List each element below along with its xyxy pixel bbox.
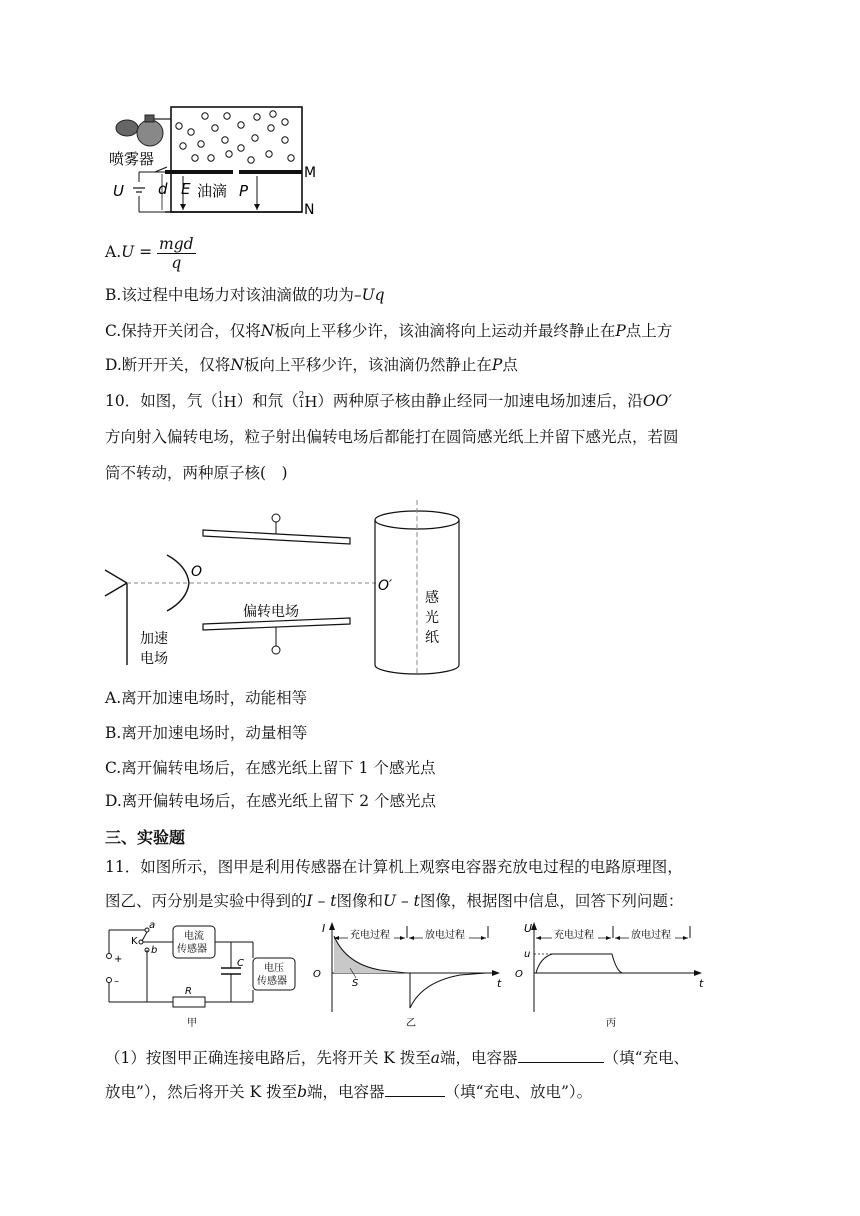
q9-option-b: B.该过程中电场力对该油滴做的功为–Uq	[105, 286, 385, 304]
q10-accel-label-1: 加速	[140, 631, 168, 647]
q9-e-label: E	[181, 180, 191, 198]
jia-voltage-sensor-2: 传感器	[257, 976, 287, 987]
jia-caption: 甲	[187, 1018, 197, 1029]
yi-discharge-curve	[410, 973, 486, 1008]
q10-stem-line1: 10．如图，氕（1 1H）和氘（2 1H）两种原子核由静止经同一加速电场加速后，沿OO′	[105, 391, 672, 411]
q10-figure	[105, 500, 485, 675]
bing-u-label: u	[524, 949, 531, 960]
yi-caption: 乙	[406, 1018, 416, 1029]
isotope-h2: 2 1H	[298, 391, 318, 411]
jia-c-label: C	[237, 958, 244, 969]
q10-option-a: A.离开加速电场时，动能相等	[105, 689, 308, 707]
q10-paper-label-2: 光	[425, 610, 439, 626]
yi-s-label: S	[352, 978, 359, 989]
bing-charge-label: 充电过程	[554, 930, 594, 941]
q9-option-c: C.保持开关闭合，仅将N板向上平移少许，该油滴将向上运动并最终静止在P点上方	[105, 322, 673, 340]
isotope-h1: 1 1H	[217, 391, 237, 411]
q11-part1-line1: （1）按图甲正确连接电路后，先将开关 K 拨至a端，电容器 （填“充电、	[105, 1049, 689, 1067]
jia-voltage-sensor-1: 电压	[264, 963, 284, 974]
q9-u-label: U	[113, 182, 124, 200]
q9-m-label: M	[304, 165, 317, 181]
q11-figure-jia	[103, 920, 303, 1030]
resistor-r	[173, 997, 205, 1007]
jia-plus-label: +	[114, 954, 123, 965]
sprayer-bulb-icon	[116, 120, 138, 136]
q10-option-b: B.离开加速电场时，动量相等	[105, 724, 308, 742]
jia-current-sensor-2: 传感器	[177, 944, 207, 955]
q10-option-d: D.离开偏转电场后，在感光纸上留下 2 个感光点	[105, 792, 437, 810]
q10-stem-line3: 筒不转动，两种原子核( )	[105, 464, 288, 482]
yi-y-axis: I	[322, 922, 326, 935]
yi-charge-label: 充电过程	[350, 930, 390, 941]
section-title: 三、实验题	[105, 828, 186, 847]
q10-accel-label-2: 电场	[140, 651, 168, 667]
answer-blank-2[interactable]	[385, 1081, 445, 1097]
q11-figure-yi	[310, 920, 510, 1030]
sprayer-nozzle-icon	[145, 115, 154, 122]
yi-origin: O	[313, 969, 321, 980]
q9-option-a: A.U = $\frac{\text{mgd}}{q}$	[105, 234, 194, 272]
q10-paper-label-3: 纸	[425, 630, 439, 646]
bing-origin: O	[515, 969, 523, 980]
bing-caption: 丙	[606, 1018, 616, 1029]
yi-x-axis: t	[497, 977, 502, 990]
q11-figure-bing	[512, 920, 712, 1030]
bing-y-axis: U	[524, 922, 533, 935]
q11-stem-line2: 图乙、丙分别是实验中得到的I – t图像和U – t图像，根据图中信息，回答下列问题：	[105, 892, 684, 910]
q9-figure	[105, 100, 325, 220]
q9-p-label: P	[239, 182, 249, 200]
sprayer-body-icon	[137, 120, 163, 146]
jia-k-label: K	[131, 936, 138, 947]
answer-blank-1[interactable]	[518, 1047, 604, 1063]
q9-option-d: D.断开开关，仅将N板向上平移少许，该油滴仍然静止在P点	[105, 356, 518, 374]
q10-stem-line2: 方向射入偏转电场，粒子射出偏转电场后都能打在圆筒感光纸上并留下感光点，若圆	[105, 428, 679, 446]
jia-a-label: a	[149, 920, 156, 931]
jia-minus-label: –	[114, 976, 119, 987]
jia-r-label: R	[185, 986, 192, 997]
q10-deflect-label: 偏转电场	[243, 604, 299, 620]
q11-stem-line1: 11．如图所示，图甲是利用传感器在计算机上观察电容器充放电过程的电路原理图，	[105, 858, 683, 876]
q10-paper-label-1: 感	[425, 590, 439, 606]
oil-droplets	[176, 111, 294, 163]
q9-fraction: $\frac{\text{mgd}}{q}$	[159, 234, 194, 272]
q10-option-c: C.离开偏转电场后，在感光纸上留下 1 个感光点	[105, 759, 436, 777]
bing-discharge-label: 放电过程	[631, 930, 671, 941]
jia-b-label: b	[151, 945, 158, 956]
q9-sprayer-label: 喷雾器	[109, 150, 155, 168]
q9-oil-label: 油滴	[197, 182, 228, 200]
q11-part1-line2: 放电”），然后将开关 K 拨至b端，电容器 （填“充电、放电”）。	[105, 1083, 593, 1101]
q10-o-label: O	[191, 564, 203, 580]
q9-n-label: N	[304, 202, 315, 218]
yi-discharge-label: 放电过程	[425, 930, 465, 941]
q9-d-label: d	[158, 180, 168, 198]
bing-voltage-curve	[536, 954, 622, 973]
jia-current-sensor-1: 电流	[184, 931, 204, 942]
q10-o-prime-label: O′	[378, 578, 393, 594]
bing-x-axis: t	[699, 977, 704, 990]
